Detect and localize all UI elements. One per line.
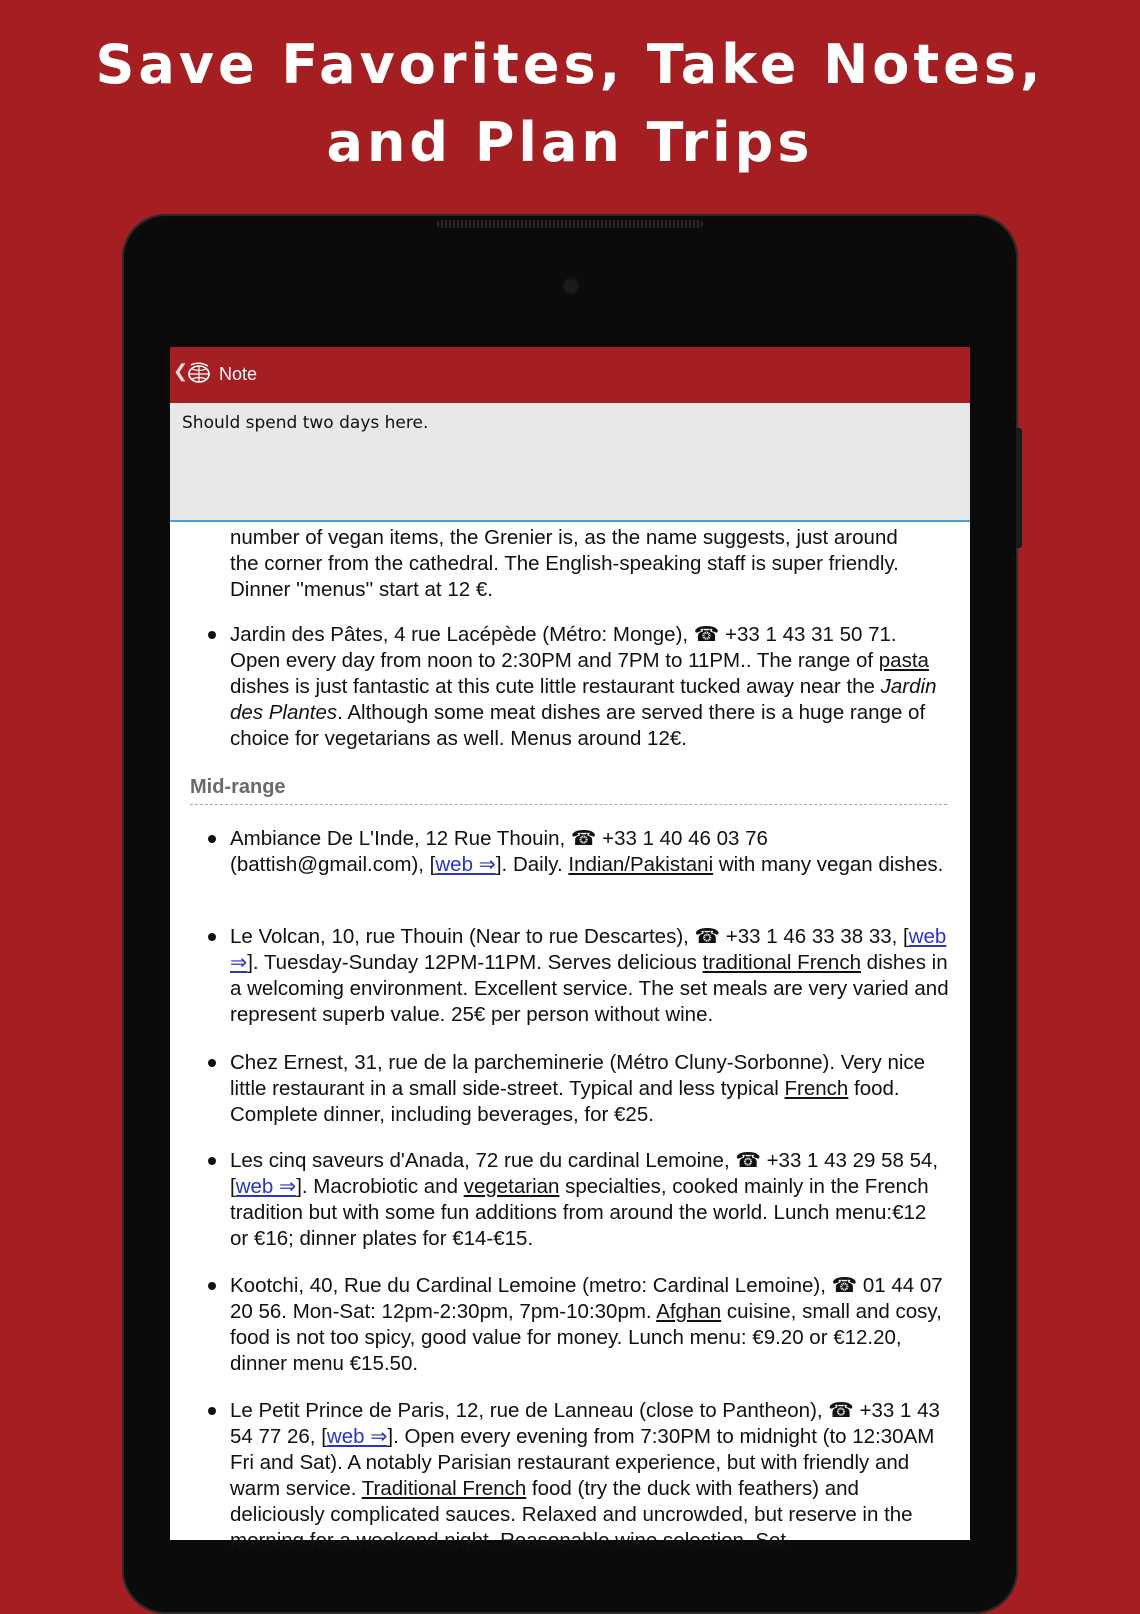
item-text: specialties, cooked mainly in the French tradition but with some fun additions from around the world. Lunch menu:€12 or €16; dinner plates for €14-€15.	[230, 1175, 929, 1250]
item-text: ]. Daily.	[495, 853, 569, 876]
section-heading: Mid-range	[190, 774, 947, 805]
item-text: . Although some meat dishes are served there is a huge range of choice for vegetarians as well. Menus around 12€.	[230, 701, 926, 750]
cuisine-link[interactable]: Traditional French	[361, 1477, 527, 1500]
pasta-link[interactable]: pasta	[878, 649, 929, 672]
item-text: food (try the duck with feathers) and deliciously complicated sauces. Relaxed and uncrowded, but reserve in the morning for a weekend night. Reasonable wine selection. Set	[230, 1477, 913, 1552]
item-text: ]. Open every evening from 7:30PM to midnight (to 12:30AM Fri and Sat). A notably Parisian restaurant experience, but with friendly and warm service.	[230, 1425, 935, 1500]
app-screen	[170, 347, 970, 1552]
list-bullet	[208, 835, 216, 843]
back-arrow-icon[interactable]: ❮	[173, 361, 189, 381]
headline-line-2: and Plan Trips	[326, 111, 814, 174]
app-bar	[170, 347, 970, 403]
list-item-jardin	[230, 622, 950, 752]
item-text: ]. Tuesday-Sunday 12PM-11PM. Serves delicious	[247, 951, 703, 974]
list-bullet	[208, 631, 216, 639]
list-bullet	[208, 1157, 216, 1165]
cuisine-link[interactable]: traditional French	[702, 951, 861, 974]
item-text: Kootchi, 40, Rue du Cardinal Lemoine (metro: Cardinal Lemoine), ☎ 01 44 07 20 56. Mon-Sat: 12pm-2:30pm, 7pm-10:30pm.	[230, 1274, 943, 1323]
item-text: ]. Macrobiotic and	[296, 1175, 464, 1198]
item-text: Le Petit Prince de Paris, 12, rue de Lanneau (close to Pantheon), ☎ +33 1 43 54 77 26, [	[230, 1399, 940, 1448]
list-item-ernest	[230, 1050, 950, 1128]
item-text: with many vegan dishes.	[713, 853, 944, 876]
screen-title: Note	[219, 364, 258, 384]
intro-line: the corner from the cathedral. The English-speaking staff is super friendly.	[230, 552, 899, 575]
intro-paragraph	[230, 525, 950, 603]
note-text[interactable]: Should spend two days here.	[182, 413, 429, 433]
intro-line: Dinner ''menus'' start at 12 €.	[230, 578, 493, 601]
promo-headline	[0, 26, 1140, 182]
item-text: Chez Ernest, 31, rue de la parcheminerie (Métro Cluny-Sorbonne). Very nice little restaurant in a small side-street. Typical and less typical	[230, 1051, 926, 1100]
list-bullet	[208, 1407, 216, 1415]
web-link[interactable]: web ⇒	[326, 1425, 388, 1448]
italic-text: Jardin des Plantes	[230, 675, 937, 724]
intro-line: number of vegan items, the Grenier is, as the name suggests, just around	[230, 526, 898, 549]
item-text: dishes in a welcoming environment. Excellent service. The set meals are very varied and represent superb value. 25€ per person without wine.	[230, 951, 949, 1026]
note-editor[interactable]	[170, 403, 970, 522]
list-bullet	[208, 1059, 216, 1067]
side-button	[1016, 428, 1022, 548]
list-bullet	[208, 933, 216, 941]
web-link[interactable]: web ⇒	[230, 925, 947, 974]
speaker-grille	[437, 220, 703, 228]
globe-logo-icon[interactable]	[186, 361, 212, 390]
item-text: Le Volcan, 10, rue Thouin (Near to rue Descartes), ☎ +33 1 46 33 38 33, [	[230, 925, 909, 948]
headline-line-1: Save Favorites, Take Notes,	[95, 33, 1045, 96]
list-item-ambiance	[230, 826, 950, 878]
cuisine-link[interactable]: French	[784, 1077, 849, 1100]
web-link[interactable]: web ⇒	[235, 1175, 297, 1198]
item-text: Ambiance De L'Inde, 12 Rue Thouin, ☎ +33 1 40 46 03 76 (battish@gmail.com), [	[230, 827, 768, 876]
item-text: dishes is just fantastic at this cute little restaurant tucked away near the	[230, 675, 881, 698]
item-text: cuisine, small and cosy, food is not too spicy, good value for money. Lunch menu: €9.20 or €12.20, dinner menu €15.50.	[230, 1300, 942, 1375]
front-camera	[564, 279, 578, 293]
cuisine-link[interactable]: vegetarian	[463, 1175, 560, 1198]
list-bullet	[208, 1282, 216, 1290]
item-text: Jardin des Pâtes, 4 rue Lacépède (Métro: Monge), ☎ +33 1 43 31 50 71. Open every day from noon to 2:30PM and 7PM to 11PM.. The range of	[230, 623, 897, 672]
list-item-volcan	[230, 924, 950, 1028]
cuisine-link[interactable]: Afghan	[656, 1300, 722, 1323]
item-text: Les cinq saveurs d'Anada, 72 rue du cardinal Lemoine, ☎ +33 1 43 29 58 54, [	[230, 1149, 939, 1198]
list-item-petit-prince	[230, 1398, 950, 1554]
list-item-cinq-saveurs	[230, 1148, 950, 1252]
web-link[interactable]: web ⇒	[435, 853, 496, 876]
cuisine-link[interactable]: Indian/Pakistani	[568, 853, 714, 876]
item-text: food. Complete dinner, including beverages, for €25.	[230, 1077, 900, 1126]
list-item-kootchi	[230, 1273, 950, 1377]
